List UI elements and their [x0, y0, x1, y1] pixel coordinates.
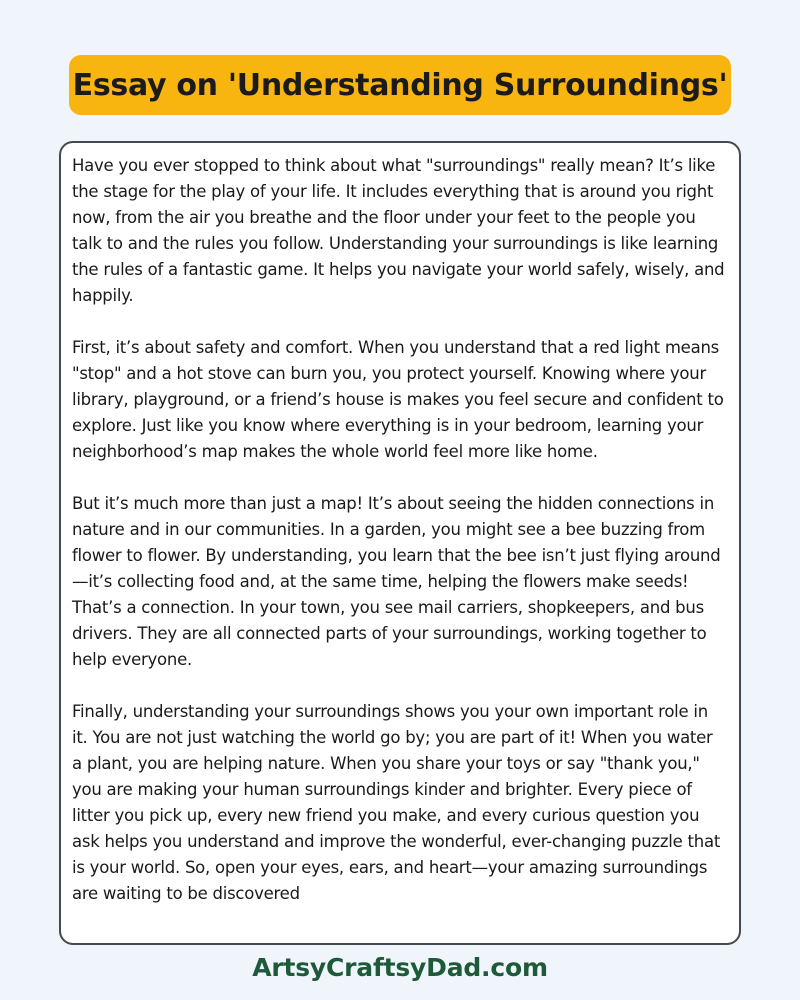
essay-paragraph-2: First, it’s about safety and comfort. When you understand that a red light means "stop" and a hot stove can burn you, you protect yourself. Knowing where your library, playground, or a friend’s house is makes you feel secure and confident to explore. Just like you know where everything is in your bedroom, learning your neighborhood’s map makes the whole world feel more like home.	[72, 338, 724, 461]
essay-paragraph-1: Have you ever stopped to think about what "surroundings" really mean? It’s like the stage for the play of your life. It includes everything that is around you right now, from the air you breathe and the floor under your feet to the people you talk to and the rules you follow. Understanding your surroundings is like learning the rules of a fantastic game. It helps you navigate your world safely, wisely, and happily.	[72, 156, 725, 305]
page-title: Essay on 'Understanding Surroundings'	[72, 67, 728, 103]
site-footer-url: ArtsyCraftsyDad.com	[252, 953, 548, 982]
essay-paragraph-4: Finally, understanding your surroundings shows you your own important role in it. You are not just watching the world go by; you are part of it! When you water a plant, you are helping nature. When you share your toys or say "thank you," you are making your human surroundings kinder and brighter. Every piece of litter you pick up, every new friend you make, and every curious question you ask helps you understand and improve the wonderful, ever-changing puzzle that is your world. So, open your eyes, ears, and heart—your amazing surroundings are waiting to be discovered	[72, 702, 721, 903]
essay-paragraph-3: But it’s much more than just a map! It’s about seeing the hidden connections in nature and in our communities. In a garden, you might see a bee buzzing from flower to flower. By understanding, you learn that the bee isn’t just flying around—it’s collecting food and, at the same time, helping the flowers make seeds! That’s a connection. In your town, you see mail carriers, shopkeepers, and bus drivers. They are all connected parts of your surroundings, working together to help everyone.	[72, 494, 721, 669]
title-banner	[69, 55, 731, 115]
essay-box	[59, 141, 741, 945]
